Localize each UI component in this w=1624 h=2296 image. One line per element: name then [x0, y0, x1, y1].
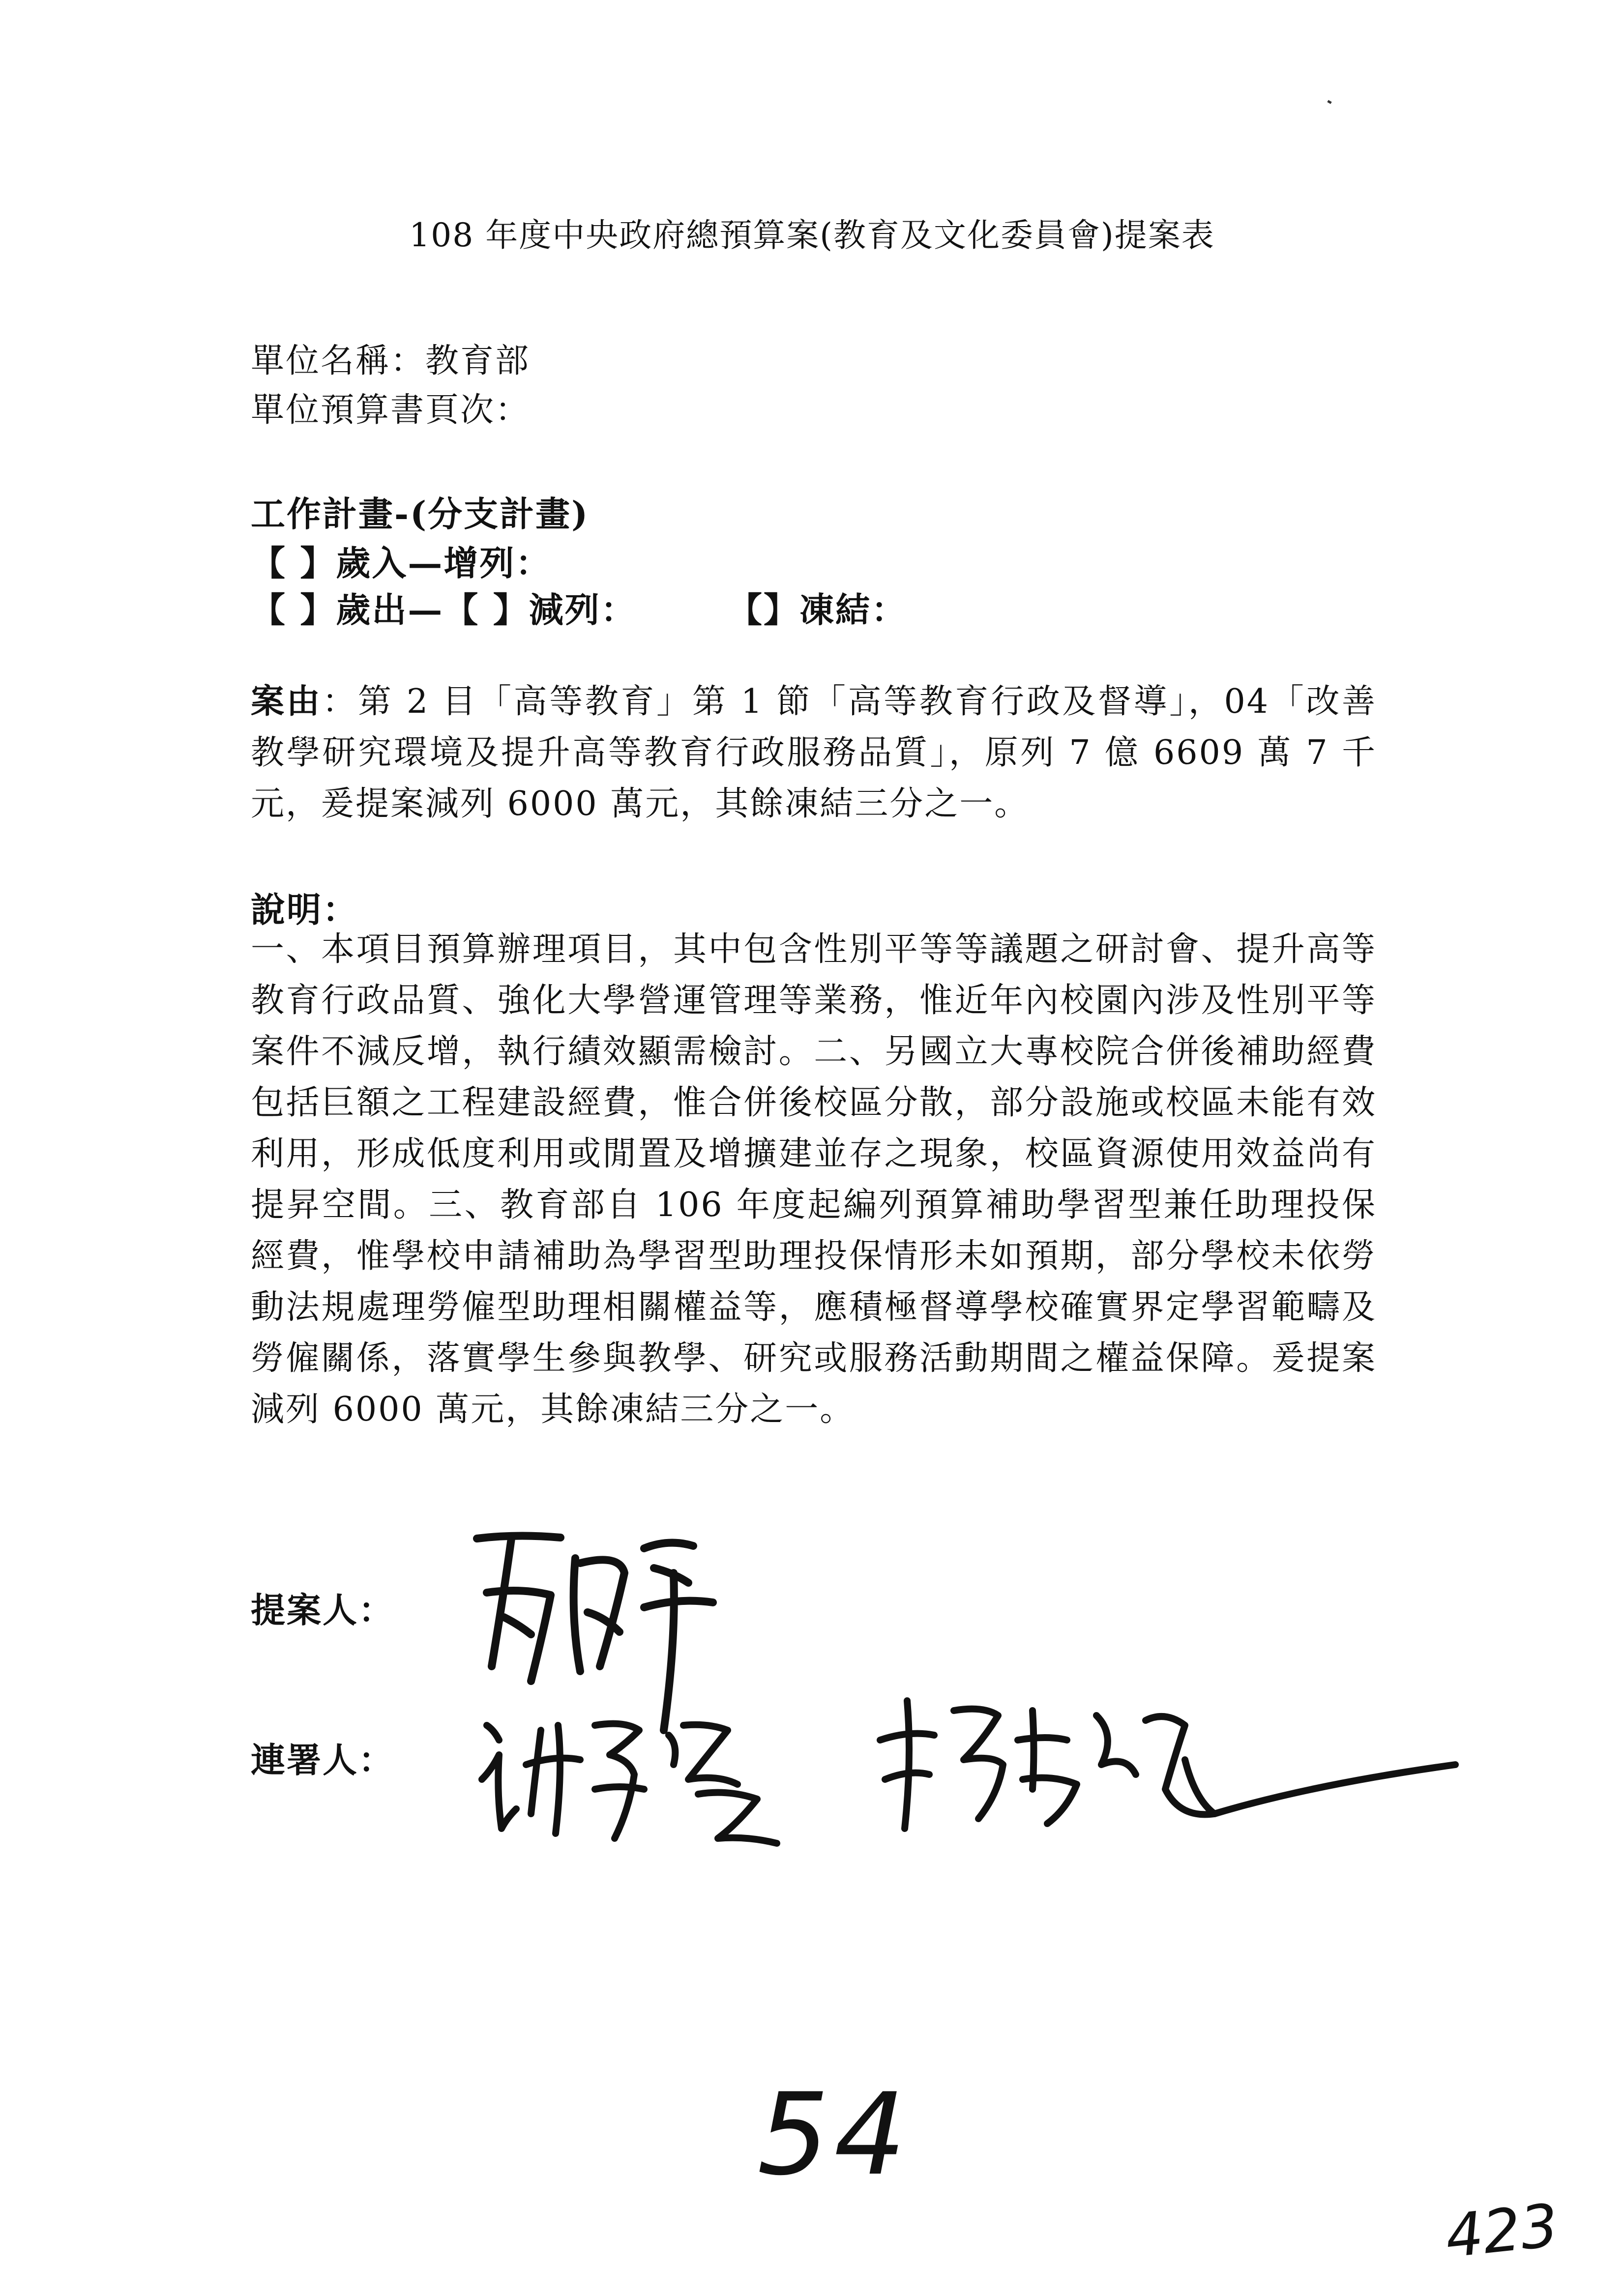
scan-speck [1327, 100, 1331, 104]
reason-text: ：第 2 目「高等教育」第 1 節「高等教育行政及督導」，04「改善教學研究環境及提升高等教育行政服務品質」，原列 7 億 6609 萬 7 千元，爰提案減列 6000 萬元，其餘凍結三分之一。 [251, 682, 1377, 823]
explain-label: 說明： [251, 889, 358, 930]
plan-title: 工作計畫-(分支計畫) [251, 494, 590, 534]
plan-revenue-line: 【 】歲入—增列： [251, 543, 552, 583]
reason-paragraph [251, 676, 1377, 830]
unit-name: 單位名稱：教育部 [251, 342, 531, 380]
cosigner-signature-2 [870, 1681, 1460, 1838]
explain-paragraph: 一、本項目預算辦理項目，其中包含性別平等等議題之研討會、提升高等教育行政品質、強化大學營運管理等業務，惟近年內校園內涉及性別平等案件不減反增，執行績效顯需檢討。二、另國立大專校院合併後補助經費包括巨額之工程建設經費，惟合併後校區分散，部分設施或校區未能有效利用，形成低度利用或閒置及增擴建並存之現象，校區資源使用效益尚有提昇空間。三、教育部自 106 年度起編列預算補助學習型兼任助理投保經費，惟學校申請補助為學習型助理投保情形未如預期，部分學校未依勞動法規處理勞僱型助理相關權益等，應積極督導學校確實界定學習範疇及勞僱關係，落實學生參與教學、研究或服務活動期間之權益保障。爰提案減列 6000 萬元，其餘凍結三分之一。 [251, 930, 1377, 1429]
plan-expenditure-line: 【 】歲出—【 】減列： [251, 589, 637, 630]
unit-page: 單位預算書頁次： [251, 391, 531, 430]
document-title: 108 年度中央政府總預算案(教育及文化委員會)提案表 [409, 216, 1215, 254]
page-number: 54 [757, 2069, 911, 2201]
proposer-label: 提案人： [251, 1590, 394, 1630]
reason-label: 案由 [251, 682, 323, 721]
cosigner-label: 連署人： [251, 1740, 394, 1780]
cosigner-signature-1 [472, 1696, 792, 1853]
plan-freeze-line: 【】凍結： [728, 589, 907, 630]
handwritten-page-note: 423 [1442, 2191, 1562, 2271]
